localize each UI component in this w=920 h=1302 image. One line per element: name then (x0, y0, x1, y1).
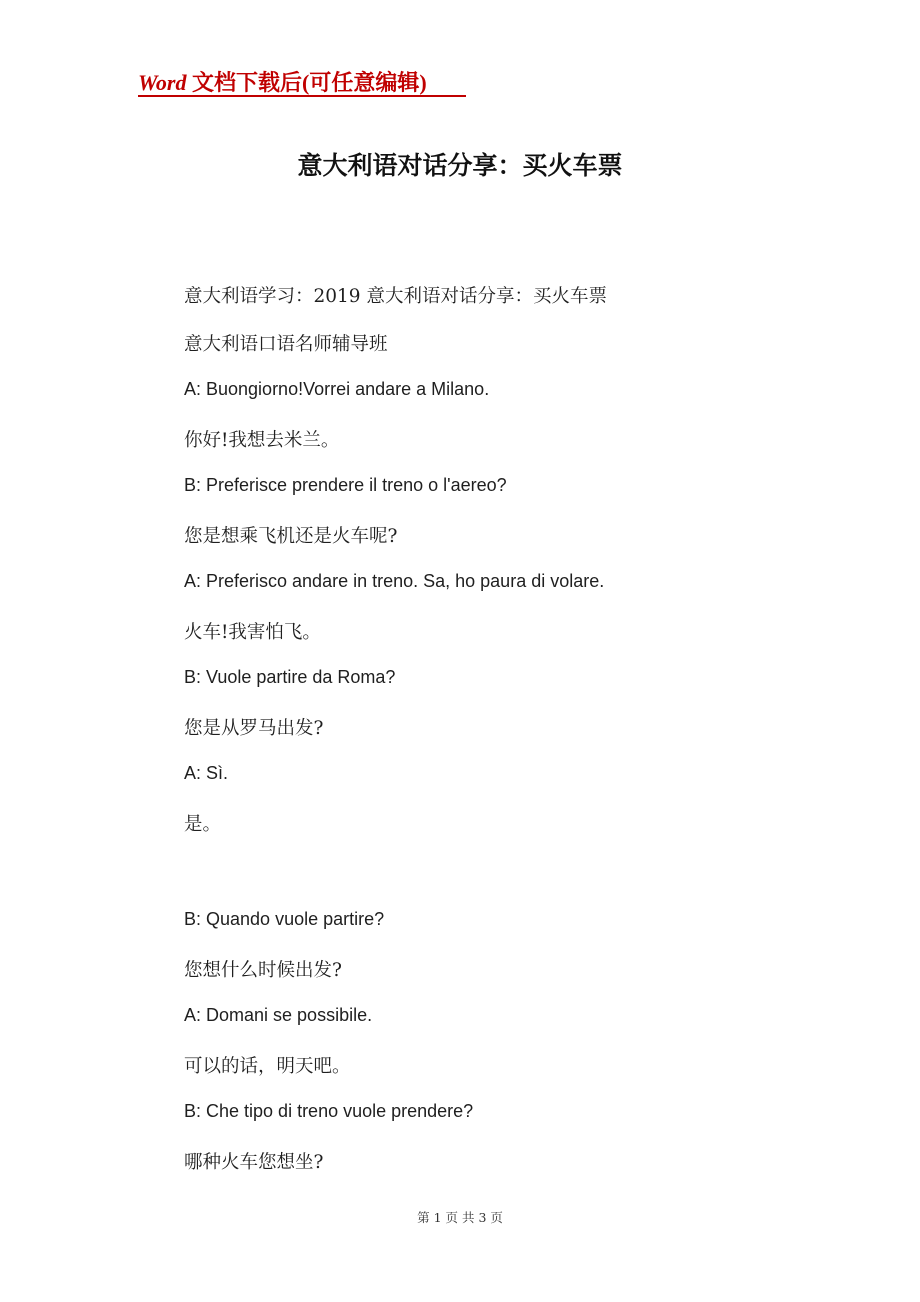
dialogue-line-italian: B: Vuole partire da Roma? (184, 667, 396, 687)
dialogue-line-chinese: 您是想乘飞机还是火车呢? (184, 526, 398, 547)
dialogue-line-italian: B: Che tipo di treno vuole prendere? (184, 1101, 474, 1121)
dialogue-line-chinese: 火车!我害怕飞。 (184, 622, 321, 643)
document-title: 意大利语对话分享：买火车票 (297, 151, 623, 180)
intro-line: 意大利语学习：2019 意大利语对话分享：买火车票 (184, 286, 607, 307)
dialogue-line-italian: B: Preferisce prendere il treno o l'aereo? (184, 475, 507, 495)
dialogue-line-chinese: 您是从罗马出发? (184, 718, 324, 739)
dialogue-line-italian: A: Preferisco andare in treno. Sa, ho paura di volare. (184, 571, 605, 591)
dialogue-line-chinese: 可以的话，明天吧。 (184, 1056, 351, 1077)
dialogue-line-italian: A: Domani se possibile. (184, 1005, 373, 1025)
dialogue-line-chinese: 您想什么时候出发? (184, 960, 342, 981)
dialogue-line-italian: A: Sì. (184, 763, 229, 783)
watermark-text: 文档下载后(可任意编辑) (186, 70, 427, 95)
watermark-word: Word (138, 70, 187, 95)
dialogue-line-italian: A: Buongiorno!Vorrei andare a Milano. (184, 379, 490, 399)
dialogue-line-chinese: 哪种火车您想坐? (184, 1152, 324, 1173)
dialogue-line-chinese: 你好!我想去米兰。 (184, 430, 340, 451)
intro-line: 意大利语口语名师辅导班 (184, 334, 388, 355)
dialogue-line-italian: B: Quando vuole partire? (184, 909, 385, 929)
page-number-footer: 第 1 页 共 3 页 (417, 1210, 503, 1225)
dialogue-line-chinese: 是。 (184, 814, 222, 835)
watermark-header (138, 66, 427, 97)
watermark-underline (138, 95, 466, 97)
